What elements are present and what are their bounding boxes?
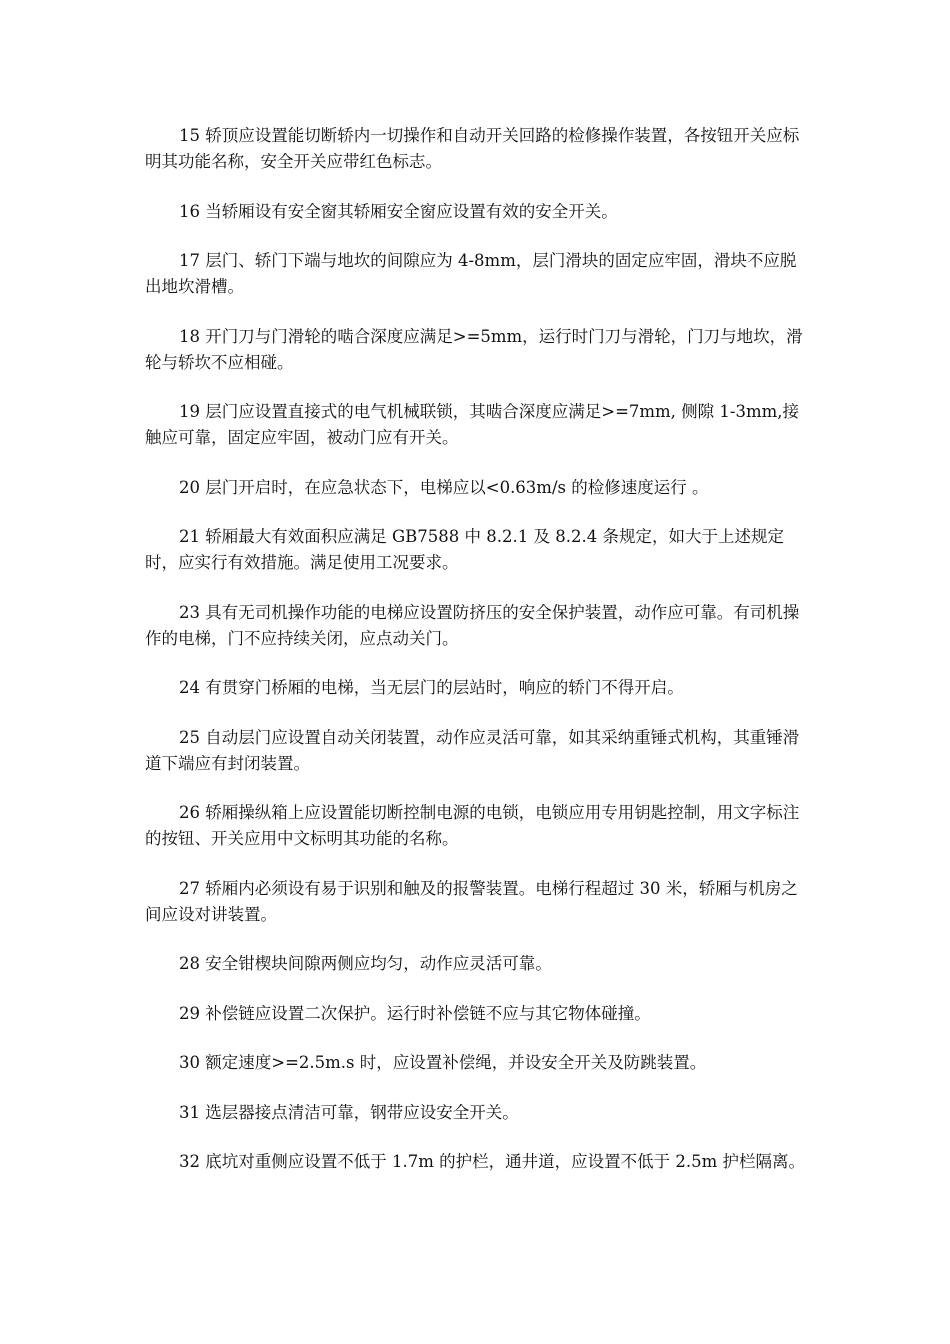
paragraph-26: 26 轿厢操纵箱上应设置能切断控制电源的电锁，电锁应用专用钥匙控制，用文字标注的按钮、开关应用中文标明其功能的名称。 [145,803,800,848]
paragraph-15: 15 轿顶应设置能切断轿内一切操作和自动开关回路的检修操作装置，各按钮开关应标明其功能名称，安全开关应带红色标志。 [145,126,800,171]
paragraph-16: 16 当轿厢设有安全窗其轿厢安全窗应设置有效的安全开关。 [179,201,618,221]
paragraph-31: 31 选层器接点清洁可靠，钢带应设安全开关。 [179,1102,519,1122]
paragraph-24: 24 有贯穿门桥厢的电梯，当无层门的层站时，响应的轿门不得开启。 [179,678,684,697]
paragraph-25: 25 自动层门应设置自动关闭装置，动作应灵活可靠，如其采纳重锤式机构，其重锤滑道下端应有封闭装置。 [145,727,800,773]
paragraph-27: 27 轿厢内必须设有易于识别和触及的报警装置。电梯行程超过 30 米，轿厢与机房之间应设对讲装置。 [145,878,798,924]
paragraph-19: 19 层门应设置直接式的电气机械联锁，其啮合深度应满足>=7mm, 侧隙 1-3mm,接触应可靠，固定应牢固，被动门应有开关。 [145,402,800,447]
paragraph-23: 23 具有无司机操作功能的电梯应设置防挤压的安全保护装置，动作应可靠。有司机操作的电梯，门不应持续关闭，应点动关门。 [145,602,800,648]
document-body [145,123,807,1199]
paragraph-29: 29 补偿链应设置二次保护。运行时补偿链不应与其它物体碰撞。 [179,1003,651,1023]
paragraph-20: 20 层门开启时，在应急状态下，电梯应以<0.63m/s 的检修速度运行 。 [179,477,709,497]
paragraph-32: 32 底坑对重侧应设置不低于 1.7m 的护栏，通井道，应设置不低于 2.5m 护栏隔离。 [179,1152,805,1171]
paragraph-30: 30 额定速度>=2.5m.s 时，应设置补偿绳，并设安全开关及防跳装置。 [179,1053,707,1072]
paragraph-17: 17 层门、轿门下端与地坎的间隙应为 4-8mm，层门滑块的固定应牢固，滑块不应脱出地坎滑槽。 [145,251,797,296]
paragraph-18: 18 开门刀与门滑轮的啮合深度应满足>=5mm，运行时门刀与滑轮，门刀与地坎，滑轮与轿坎不应相碰。 [145,326,803,372]
paragraph-28: 28 安全钳楔块间隙两侧应均匀，动作应灵活可靠。 [179,954,552,973]
paragraph-21: 21 轿厢最大有效面积应满足 GB7588 中 8.2.1 及 8.2.4 条规定，如大于上述规定时，应实行有效措施。满足使用工况要求。 [145,527,784,572]
